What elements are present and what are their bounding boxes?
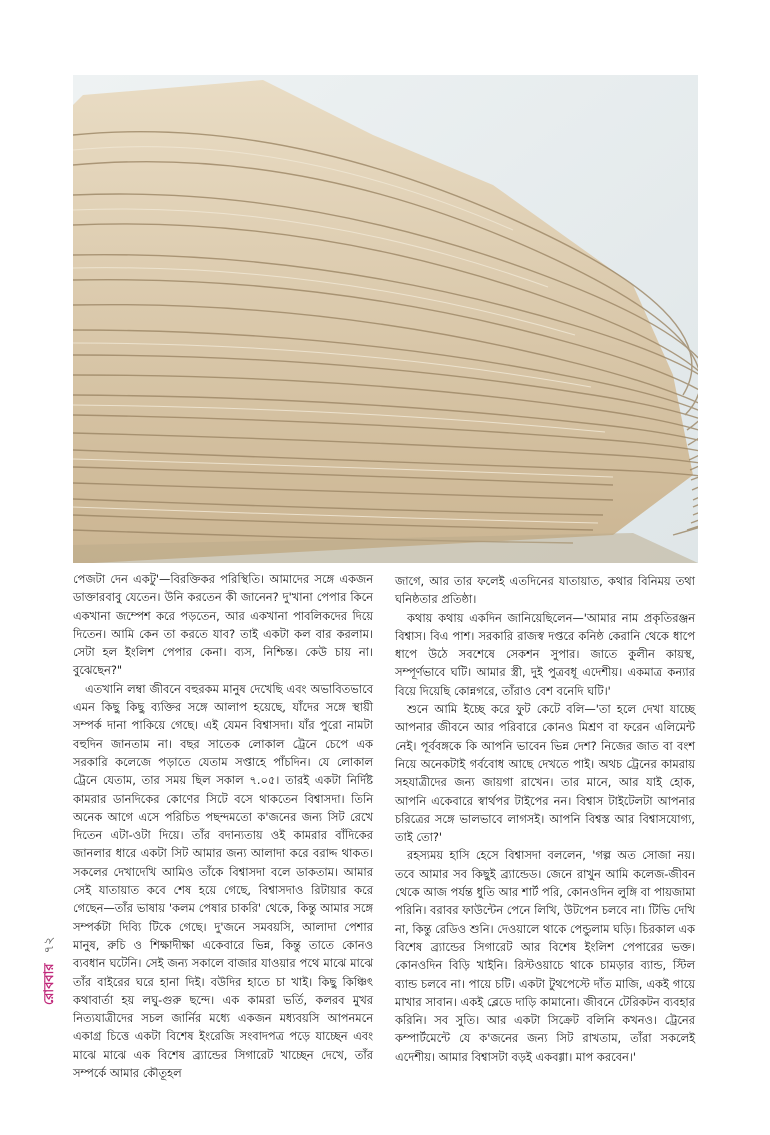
newspaper-stack-illustration [73,75,698,563]
paragraph: কথায় কথায় একদিন জানিয়েছিলেন—'আমার নাম প্রকৃতিরঞ্জন বিশ্বাস। বিএ পাশ। সরকারি রাজস্ব দপ্তরে কনিষ্ঠ কেরানি থেকে ধাপে ধাপে উঠে সবশেষে সেকশন সুপার। জাতে কুলীন কায়স্থ, সম্পূর্ণভাবে ঘটি। আমার স্ত্রী, দুই পুত্রবধূ এদেশীয়। একমাত্র কন্যার বিয়ে দিয়েছি কোন্নগরে, তাঁরাও বেশ বনেদি ঘটি।' [395,610,695,698]
paragraph: এতখানি লম্বা জীবনে বহুরকম মানুষ দেখেছি এবং অভাবিতভাবে এমন কিছু কিছু ব্যক্তির সঙ্গে আলাপ হয়েছে, যাঁদের সঙ্গে স্থায়ী সম্পর্ক দানা পাকিয়ে গেছে। এই যেমন বিশ্বাসদা। যাঁর পুরো নামটা বহুদিন জানতাম না। বছর সাতেক লোকাল ট্রেনে চেপে এক সরকারি কলেজে পড়াতে যেতাম সপ্তাহে পাঁচদিন। যে লোকাল ট্রেনে যেতাম, তার সময় ছিল সকাল ৭.০৫। তারই একটা নির্দিষ্ট কামরার ডানদিকের কোণের সিটে বসে থাকতেন বিশ্বাসদা। তিনি অনেক আগে এসে পরিচিত পছন্দমতো ক'জনের জন্য সিট রেখে দিতেন এটা-ওটা দিয়ে। তাঁর বদান্যতায় ওই কামরার বাঁদিকের জানলার ধারে একটা সিট আমার জন্য আলাদা করে বরাদ্দ থাকত। সকলের দেখাদেখি আমিও তাঁকে বিশ্বাসদা বলে ডাকতাম। আমার সেই যাতায়াত কবে শেষ হয়ে গেছে, বিশ্বাসদাও রিটায়ার করে গেছেন—তাঁর ভাষায় 'কলম পেষার চাকরি' থেকে, কিন্তু আমার সঙ্গে সম্পর্কটা দিব্যি টিকে গেছে। দু'জনে সমবয়সি, আলাদা পেশার মানুষ, রুচি ও শিক্ষাদীক্ষা একেবারে ভিন্ন, কিন্তু তাতে কোনও ব্যবধান ঘটেনি। সেই জন্য সকালে বাজার যাওয়ার পথে মাঝে মাঝে তাঁর বাইরের ঘরে হানা দিই। বউদির হাতে চা খাই। কিছু কিঞ্চিৎ কথাবার্তা হয় লঘু-গুরু ছন্দে। এক কামরা ভর্তি, কলরব মুখর নিত্যযাত্রীদের সচল জার্নির মধ্যে একজন মধ্যবয়সি আপনমনে একাগ্র চিত্তে একটা বিশেষ ইংরেজি সংবাদপত্র পড়ে যাচ্ছেন এবং মাঝে মাঝে এক বিশেষ ব্র্যান্ডের সিগারেট খাচ্ছেন দেখে, তাঁর সম্পর্কে আমার কৌতূহল [73,681,373,1081]
newspaper-stack-photo [73,75,698,563]
magazine-name: রোববার [42,963,57,1005]
article-right-column [395,572,695,1066]
article-left-column [73,570,373,1082]
page-folio [40,937,61,1006]
paragraph: পেজটা দেন একটু'—বিরক্তিকর পরিস্থিতি। আমাদের সঙ্গে একজন ডাক্তারবাবু যেতেন। উনি করতেন কী জানেন? দু'খানা পেপার কিনে একখানা জম্পেশ করে পড়তেন, আর একখানা পাবলিকদের দিয়ে দিতেন। আমি কেন তা করতে যাব? তাই একটা কল বার করলাম। সেটা হল ইংলিশ পেপার কেনা। ব্যস, নিশ্চিন্ত। কেউ চায় না। বুঝেছেন?" [73,572,373,678]
paragraph: জাগে, আর তার ফলেই এতদিনের যাতায়াত, কথার বিনিময় তথা ঘনিষ্ঠতার প্রতিষ্ঠা। [395,574,695,607]
paragraph: রহস্যময় হাসি হেসে বিশ্বাসদা বললেন, 'গল্প অত সোজা নয়। তবে আমার সব কিছুই ব্র্যান্ডেড। জেনে রাখুন আমি কলেজ-জীবন থেকে আজ পর্যন্ত ধুতি আর শার্ট পরি, কোনওদিন লুঙ্গি বা পায়জামা পরিনি। বরাবর ফাউন্টেন পেনে লিখি, উটপেন চলবে না। টিভি দেখি না, কিন্তু রেডিও শুনি। দেওয়ালে থাকে পেন্ডুলাম ঘড়ি। চিরকাল এক বিশেষ ব্র্যান্ডের সিগারেট আর বিশেষ ইংলিশ পেপারের ভক্ত। কোনওদিন বিড়ি খাইনি। রিস্টওয়াচে থাকে চামড়ার ব্যান্ড, স্টিল ব্যান্ড চলবে না। পায়ে চটি। একটা টুথপেস্টে দাঁত মাজি, একই গায়ে মাখার সাবান। একই ব্লেডে দাড়ি কামানো। জীবনে টেরিকটন ব্যবহার করিনি। সব সুতি। আর একটা সিক্রেট বলিনি কখনও। ট্রেনের কম্পার্টমেন্টে যে ক'জনের জন্য সিট রাখতাম, তাঁরা সকলেই এদেশীয়। আমার বিশ্বাসটা বড়ই একবগ্গা। মাপ করবেন।' [395,848,695,1064]
page-number: ৭২ [42,936,57,954]
paragraph: শুনে আমি ইচ্ছে করে ফুট কেটে বলি—'তা হলে দেখা যাচ্ছে আপনার জীবনে আর পরিবারে কোনও মিশ্রণ বা ফরেন এলিমেন্ট নেই। পূর্ববঙ্গকে কি আপনি ভাবেন ভিন্ন দেশ? নিজের জাত বা বংশ নিয়ে অনেকটাই গর্ববোধ আছে দেখতে পাই। অথচ ট্রেনের কামরায় সহযাত্রীদের জন্য জায়গা রাখেন। তার মানে, আর যাই হোক, আপনি একেবারে স্বার্থপর টাইপের নন। বিশ্বাস টাইটেলটা আপনার চরিত্রের সঙ্গে ভালভাবে লাগসই। আপনি বিশ্বস্ত আর বিশ্বাসযোগ্য, তাই তো?' [395,702,695,845]
